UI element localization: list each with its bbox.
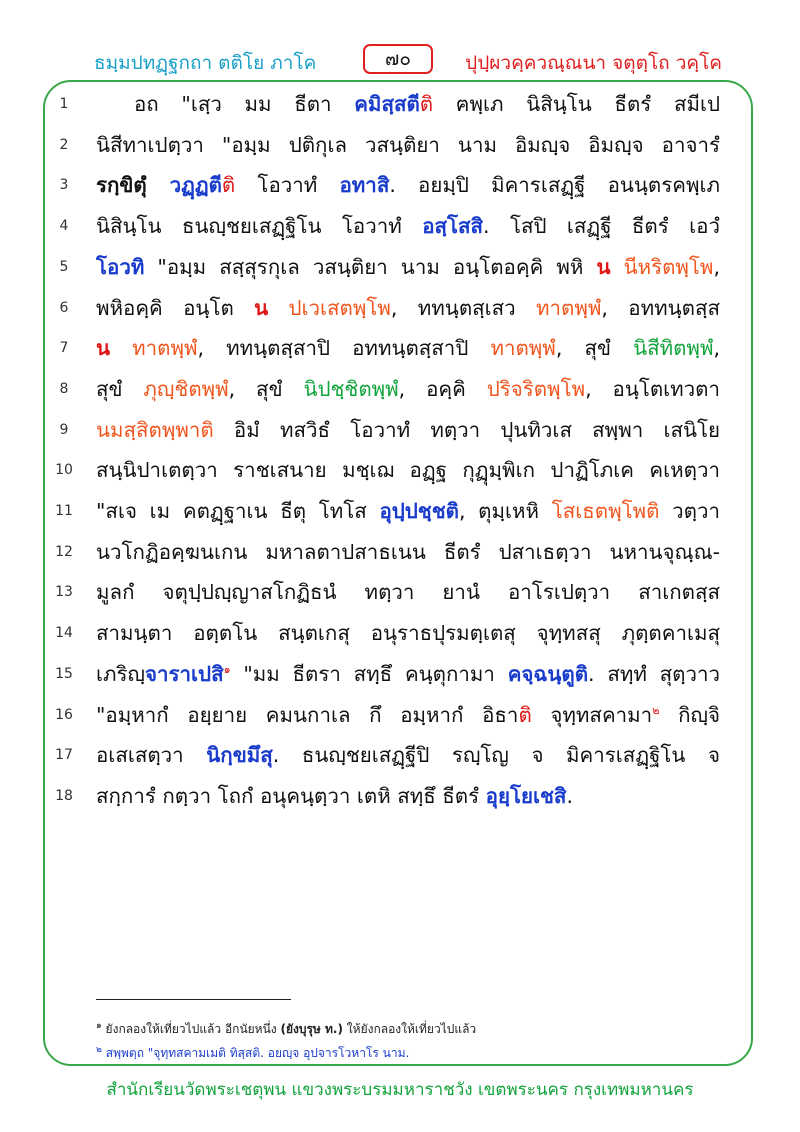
text-segment: "อมฺม สสฺสุรกุเล วสนฺติยา นาม อนฺโตอคฺคิ พหิ (144, 254, 597, 279)
line-text (96, 617, 720, 650)
text-line (0, 288, 800, 328)
line-text (96, 332, 720, 365)
text-line (0, 654, 800, 694)
text-line (0, 206, 800, 246)
text-segment: อทาสิ (339, 173, 390, 198)
text-segment: นิปชฺชิตพฺพํ (303, 376, 399, 401)
text-line (0, 165, 800, 205)
text-segment: นวโกฏิอคฺฆนเกน มหาลตาปสาธเนน ธีตรํ ปสาเธตฺวา นหานจุณฺณ- (96, 539, 720, 564)
text-segment: . (566, 783, 573, 808)
line-number: 9 (59, 421, 69, 438)
page-footer: สำนักเรียนวัดพระเชตุพน แขวงพระบรมมหาราชวัง เขตพระนคร กรุงเทพมหานคร (106, 1080, 694, 1100)
line-number: 10 (55, 462, 73, 479)
text-segment: สามนฺตา อตฺตโน สนฺตเกสุ อนุราธปุรมตฺเตสุ จุทฺทสสุ ภุตฺตคาเมสุ (96, 621, 720, 646)
line-text (96, 454, 720, 487)
text-segment: . ธนญฺชยเสฏฺฐีปิ รญฺโญ จ มิคารเสฏฺฐิโน จ (272, 743, 720, 768)
text-segment: , อคฺคิ (398, 376, 487, 401)
line-number: 13 (55, 584, 73, 601)
text-line (0, 572, 800, 612)
text-segment: วตฺวา (659, 499, 720, 523)
text-segment: วฏฺฏตี (169, 173, 222, 198)
text-segment: นมสฺสิตพฺพาติ (96, 417, 214, 442)
line-number: 7 (59, 340, 69, 357)
text-line (0, 247, 800, 287)
footnote-1 (96, 1018, 476, 1039)
footnote-2-marker: ๒ (96, 1045, 102, 1055)
text-segment: "อมฺหากํ อยฺยาย คมนกาเล กึ อมฺหากํ อิธา (96, 702, 519, 727)
text-segment: คจฺฉนฺตูติ (507, 661, 589, 686)
text-segment: , ตุมฺเหหิ (458, 499, 552, 523)
text-segment: โอวาทํ (235, 173, 340, 198)
text-segment: , สุขํ (228, 376, 304, 401)
text-line (0, 695, 800, 735)
line-number: 2 (59, 136, 69, 153)
text-line (0, 735, 800, 775)
text-segment: ปเวเสตพฺโพ (288, 295, 391, 320)
line-text (96, 699, 720, 732)
text-line (0, 532, 800, 572)
text-segment: รกฺขิตุํ (96, 173, 170, 198)
text-segment: สกฺการํ กตฺวา โถกํ อนุคนฺตฺวา เตหิ สทฺธึ ธีตรํ (96, 783, 486, 808)
text-line (0, 491, 800, 531)
footnote-1-text: ยังกลองให้เที่ยวไปแล้ว อีกนัยหนึ่ง (105, 1022, 277, 1036)
text-segment (610, 255, 623, 279)
chapter-title: ปุปฺผวคฺควณฺณนา จตุตฺโถ วคฺโค (465, 52, 722, 74)
line-number: 17 (55, 747, 73, 764)
text-segment: ภุญฺชิตพฺพํ (143, 376, 229, 401)
line-number: 16 (55, 706, 73, 723)
text-segment: สนฺนิปาเตตฺวา ราชเสนาย มชฺเฌ อฏฺฐ กุฏุมฺพิเก ปาฏิโภเค คเหตฺวา (96, 458, 720, 483)
text-segment: มูลกํ จตุปฺปญฺญาสโกฏิธนํ ทตฺวา ยานํ อาโรเปตฺวา สาเกตสฺส (96, 580, 720, 605)
line-text (96, 169, 720, 202)
line-number: 15 (55, 665, 73, 682)
line-number: 12 (55, 543, 73, 560)
line-text (96, 251, 720, 284)
footnote-rule (96, 999, 291, 1000)
text-segment: จาราเปสิ (145, 661, 224, 686)
text-segment: , สุขํ (555, 336, 634, 361)
page-number: ๗๐ (363, 44, 433, 74)
text-segment: กิญฺจิ (659, 702, 720, 727)
text-segment: จุทฺทสคามา (531, 702, 653, 727)
text-segment: โอวทิ (96, 254, 145, 279)
text-segment: , อนฺโตเทวตา (585, 376, 720, 401)
line-number: 6 (59, 299, 69, 316)
line-text (96, 739, 720, 772)
footnote-1-marker: ๑ (96, 1021, 102, 1031)
text-segment: อุยฺโยเชสิ (485, 783, 567, 808)
line-text (96, 373, 720, 406)
text-segment: อิมํ ทสวิธํ โอวาทํ ทตฺวา ปุนทิวเส สพฺพา เสนิโย (213, 417, 720, 442)
book-title: ธมฺมปทฏฺฐกถา ตติโย ภาโค (94, 52, 317, 74)
text-line (0, 125, 800, 165)
text-segment: อสฺโสสิ (422, 214, 484, 239)
text-segment: "มม ธีตรา สทฺธึ คนฺตุกามา (230, 661, 508, 686)
text-segment: นิกฺขมึสุ (206, 743, 273, 768)
text-segment: , ททนฺตสฺสาปิ อททนฺตสฺสาปิ (197, 336, 491, 361)
line-text (96, 495, 720, 528)
text-segment: นิสินฺโน ธนญฺชยเสฏฺฐิโน โอวาทํ (96, 214, 423, 239)
text-segment: อุปฺปชฺชติ (379, 499, 459, 523)
text-segment: น (96, 336, 111, 361)
text-segment (268, 296, 288, 320)
text-line (0, 369, 800, 409)
text-segment: . โสปิ เสฏฺฐี ธีตรํ เอวํ (483, 214, 720, 239)
text-line (0, 776, 800, 816)
text-line (0, 410, 800, 450)
line-number: 11 (55, 503, 73, 519)
text-segment: "สเจ เม คตฏฺฐาเน ธีตุ โทโส (96, 499, 380, 523)
text-segment: ติ (518, 702, 532, 727)
text-line (0, 613, 800, 653)
text-line (0, 328, 800, 368)
line-text (96, 292, 720, 325)
footnote-1-bold: (ยังบุรุษ ท.) (280, 1022, 343, 1036)
text-segment: , อททนฺตสฺส (601, 295, 720, 320)
text-segment: อเสเสตฺวา (96, 743, 207, 768)
text-segment: ติ (221, 173, 236, 198)
line-text (96, 576, 720, 609)
line-text (96, 658, 720, 691)
line-number: 1 (59, 96, 69, 112)
line-text (96, 780, 720, 813)
line-text (96, 536, 720, 569)
text-line (0, 450, 800, 490)
text-segment: ทาตพฺพํ (132, 336, 198, 361)
text-segment: . สทฺทํ สุตฺวาว (588, 661, 720, 686)
text-segment: น (254, 295, 269, 320)
line-number: 5 (59, 258, 69, 275)
text-segment: โสเธตพฺโพติ (551, 499, 660, 523)
line-number: 4 (59, 218, 69, 235)
line-number: 3 (59, 177, 69, 194)
line-text (96, 129, 720, 162)
text-line (0, 84, 800, 124)
line-text (96, 414, 720, 447)
text-segment: น (596, 254, 611, 279)
text-segment: นิสีทิตพฺพํ (633, 336, 714, 361)
text-segment: . อยมฺปิ มิคารเสฏฺฐี อนนฺตรคพฺเภ (389, 173, 720, 198)
text-segment: ทาตพฺพํ (490, 336, 556, 361)
page-header (0, 44, 800, 78)
text-segment: , ททนฺตสฺเสว (390, 295, 537, 320)
text-segment: เภริญฺ (96, 661, 145, 686)
footnote-ref: ๒ (652, 703, 660, 717)
line-number: 18 (55, 787, 73, 804)
text-segment: ทาตพฺพํ (536, 295, 602, 320)
text-segment: ติ (419, 92, 434, 116)
text-segment: คมิสฺสตี (354, 92, 420, 116)
footnote-2-text: สพฺพตฺถ "จุทฺทสคามเมติ ทิสฺสติ. อยญฺจ อุปจารโวหาโร นาม. (105, 1046, 410, 1060)
line-number: 8 (59, 380, 69, 397)
footnote-2 (96, 1042, 409, 1063)
text-segment: , (713, 336, 720, 361)
text-segment: นิสีทาเปตฺวา "อมฺม ปติกุเล วสนฺติยา นาม อิมญฺจ อิมญฺจ อาจารํ (96, 132, 720, 157)
text-segment: อถ "เสฺว มม ธีตา (134, 92, 355, 116)
text-segment: สุขํ (96, 376, 144, 401)
line-text (96, 210, 720, 243)
line-number: 14 (55, 625, 73, 642)
footnote-ref: ๑ (223, 662, 231, 676)
footnote-1-tail: ให้ยังกลองให้เที่ยวไปแล้ว (346, 1022, 477, 1036)
text-segment: , (713, 254, 720, 279)
text-segment: ปริจริตพฺโพ (486, 376, 586, 401)
text-segment: นีหริตพฺโพ (623, 254, 714, 279)
line-text (134, 88, 720, 121)
text-segment: ฅพฺเภ นิสินฺโน ธีตรํ สมีเป (433, 92, 720, 116)
text-segment (110, 336, 132, 360)
text-segment: พหิอคฺคิ อนฺโต (96, 295, 255, 320)
